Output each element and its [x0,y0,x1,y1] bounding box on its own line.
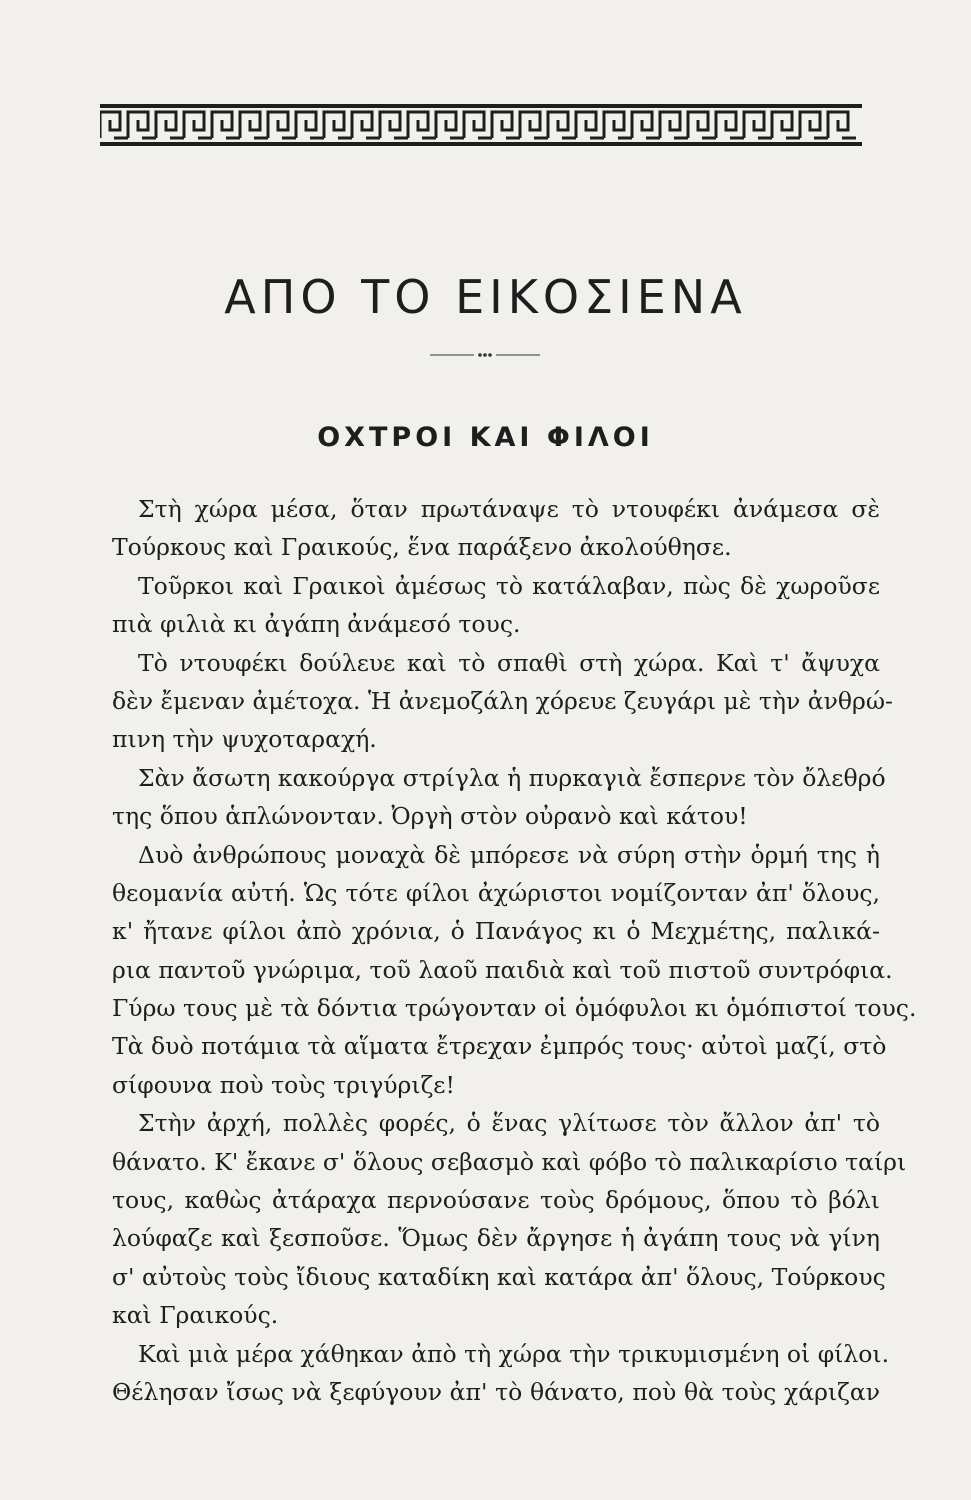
greek-key-border [100,102,862,148]
text-line: κ' ἤτανε φίλοι ἀπὸ χρόνια, ὁ Πανάγος κι ὁ Μεχμέτης, παλικά- [112,917,880,946]
text-line: Στὴ χώρα μέσα, ὅταν πρωτάναψε τὸ ντουφέκι ἀνάμεσα σὲ [138,495,880,523]
ornament-divider [430,350,540,360]
text-line: Στὴν ἀρχή, πολλὲς φορές, ὁ ἕνας γλίτωσε τὸν ἄλλον ἀπ' τὸ [138,1109,880,1138]
text-line: Δυὸ ἀνθρώπους μοναχὰ δὲ μπόρεσε νὰ σύρη στὴν ὁρμή της ἡ [138,840,880,869]
text-line: Θέλησαν ἴσως νὰ ξεφύγουν ἀπ' τὸ θάνατο, ποὺ θὰ τοὺς χάριζαν [112,1377,880,1406]
text-line: θάνατο. Κ' ἔκανε σ' ὅλους σεβασμὸ καὶ φόβο τὸ παλικαρίσιο ταίρι [112,1147,907,1176]
text-line: Τὰ δυὸ ποτάμια τὰ αἵματα ἔτρεχαν ἐμπρός τους· αὐτοὶ μαζί, στὸ [112,1032,887,1061]
text-line: πιὰ φιλιὰ κι ἀγάπη ἀνάμεσό τους. [112,610,521,639]
text-line: Τούρκους καὶ Γραικούς, ἕνα παράξενο ἀκολούθησε. [112,533,732,562]
text-line: καὶ Γραικούς. [112,1301,279,1330]
text-line: σίφουνα ποὺ τοὺς τριγύριζε! [112,1070,455,1099]
text-line: πινη τὴν ψυχοταραχή. [112,725,377,754]
text-line: Καὶ μιὰ μέρα χάθηκαν ἀπὸ τὴ χώρα τὴν τρικυμισμένη οἱ φίλοι. [138,1339,890,1368]
text-line: Τοῦρκοι καὶ Γραικοὶ ἀμέσως τὸ κατάλαβαν, πὼς δὲ χωροῦσε [138,571,880,600]
text-line: θεομανία αὐτή. Ὡς τότε φίλοι ἀχώριστοι νομίζονταν ἀπ' ὅλους, [112,878,880,907]
chapter-title: ΑΠΟ ΤΟ ΕΙΚΟΣΙΕΝΑ [224,270,747,324]
text-line: Σὰν ἄσωτη κακούργα στρίγλα ἡ πυρκαγιὰ ἔσπερνε τὸν ὄλεθρό [138,763,886,792]
text-line: τους, καθὼς ἀτάραχα περνούσανε τοὺς δρόμους, ὅπου τὸ βόλι [112,1186,880,1215]
text-line: λούφαζε καὶ ξεσποῦσε. Ὅμως δὲν ἄργησε ἡ ἀγάπη τους νὰ γίνη [112,1224,880,1253]
text-line: της ὅπου ἁπλώνονταν. Ὀργὴ στὸν οὐρανὸ καὶ κάτου! [112,802,748,831]
text-line: Τὸ ντουφέκι δούλευε καὶ τὸ σπαθὶ στὴ χώρα. Καὶ τ' ἄψυχα [138,648,880,677]
text-line: ρια παντοῦ γνώριμα, τοῦ λαοῦ παιδιὰ καὶ τοῦ πιστοῦ συντρόφια. [112,955,893,984]
body-text [112,490,917,1411]
section-subtitle: ΟΧΤΡΟΙ ΚΑΙ ΦΙΛΟΙ [317,422,654,453]
text-line: δὲν ἔμεναν ἀμέτοχα. Ἡ ἀνεμοζάλη χόρευε ζευγάρι μὲ τὴν ἀνθρώ- [112,686,893,715]
text-line: σ' αὐτοὺς τοὺς ἴδιους καταδίκη καὶ κατάρα ἀπ' ὅλους, Τούρκους [112,1262,886,1291]
text-line: Γύρω τους μὲ τὰ δόντια τρώγονταν οἱ ὁμόφυλοι κι ὁμόπιστοί τους. [112,994,917,1023]
